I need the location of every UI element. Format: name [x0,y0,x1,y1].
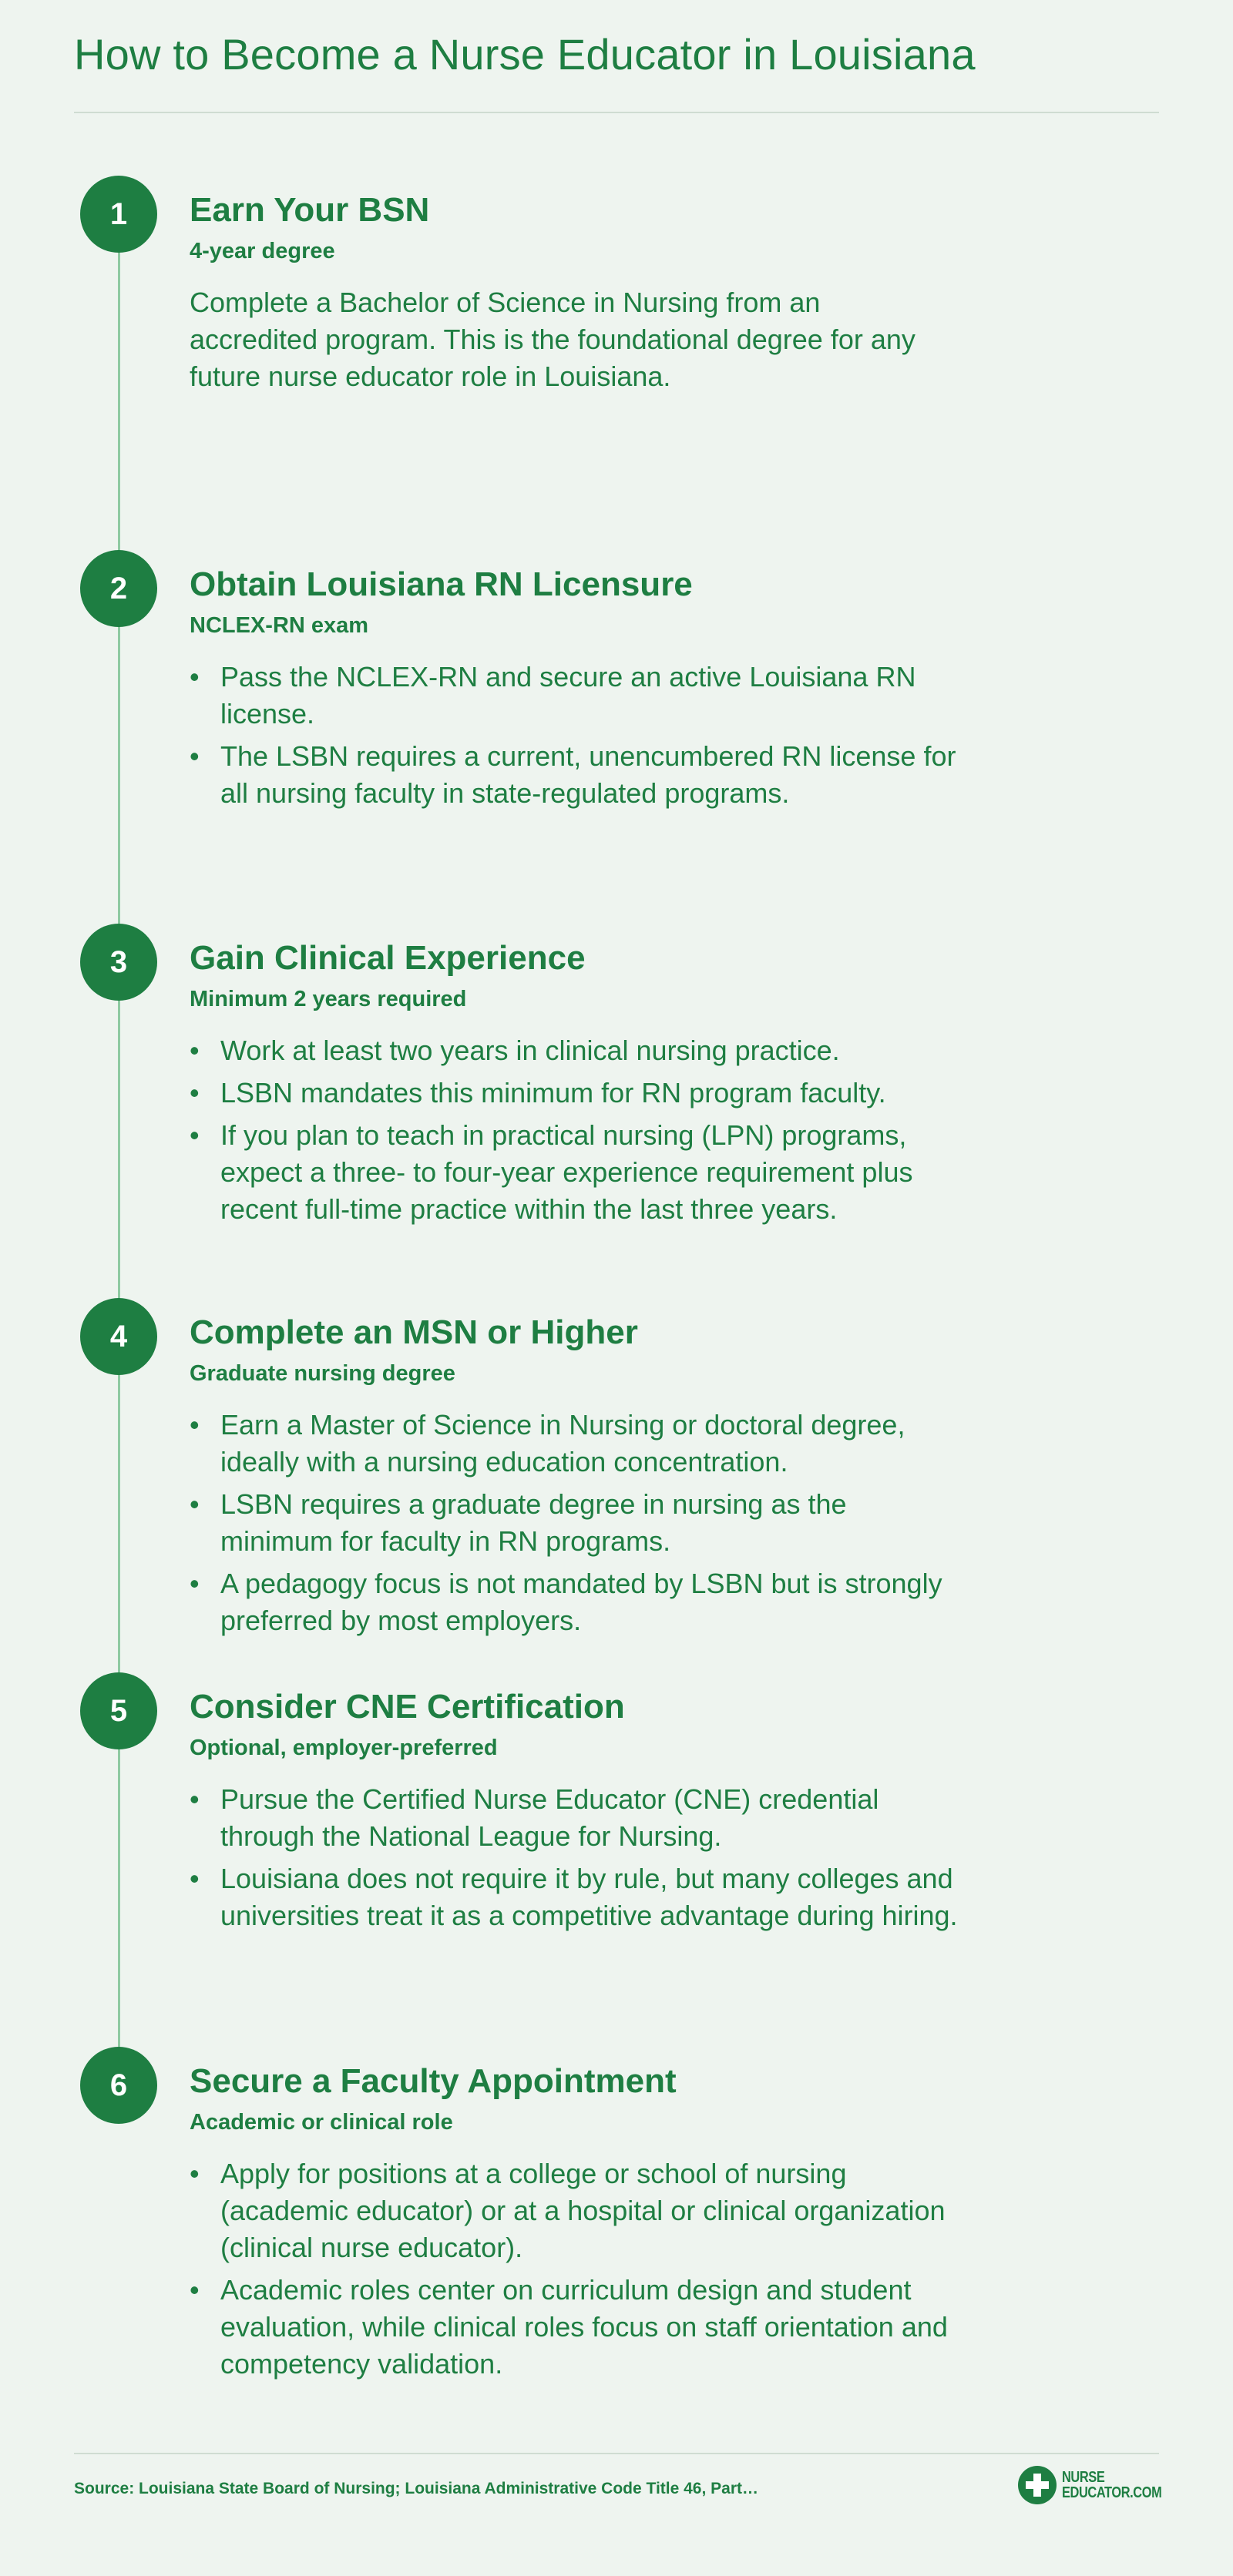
list-item: • Academic roles center on curriculum design and student evaluation, while clinical roles focus on staff orientation and competency validation. [190,2272,960,2383]
step-bullet-list [190,1407,960,1639]
footer-source-citation: Source: Louisiana State Board of Nursing; Louisiana Administrative Code Title 46, Part… [74,2480,758,2497]
step-number-badge: 3 [80,924,157,1001]
step-number-badge: 5 [80,1672,157,1749]
step-number-badge: 2 [80,550,157,627]
footer-divider [74,2453,1159,2454]
step-subtitle: Academic or clinical role [190,2109,453,2135]
brand-logo[interactable] [1017,2465,1184,2505]
step-content [190,1688,968,1940]
step-title: Gain Clinical Experience [190,939,586,977]
brand-wordmark-line-2: EDUCATOR.COM [1062,2484,1162,2501]
step-title: Secure a Faculty Appointment [190,2062,677,2100]
step-content [190,2062,968,2388]
step-bullet-list [190,1032,960,1228]
list-item: • Pass the NCLEX-RN and secure an active Louisiana RN license. [190,659,960,733]
step-bullet-list [190,1781,960,1934]
step-content [190,1313,968,1645]
step-description: Complete a Bachelor of Science in Nursing from an accredited program. This is the foundational degree for any future nurse educator role in Louisiana. [190,287,916,393]
step-subtitle: Optional, employer-preferred [190,1735,498,1760]
step-number-badge: 6 [80,2047,157,2124]
step-content [190,191,968,395]
step-content [190,565,968,817]
step-subtitle: NCLEX-RN exam [190,612,369,638]
list-item: • LSBN mandates this minimum for RN program faculty. [190,1075,960,1112]
step-title: Consider CNE Certification [190,1688,625,1726]
list-item: • Apply for positions at a college or school of nursing (academic educator) or at a hospital or clinical organization (clinical nurse educator). [190,2155,960,2266]
step-content [190,939,968,1233]
step-subtitle: 4-year degree [190,238,335,263]
step-title: Earn Your BSN [190,191,430,229]
list-item: • If you plan to teach in practical nursing (LPN) programs, expect a three- to four-year experience requirement plus recent full-time practice within the last three years. [190,1117,960,1228]
page-title: How to Become a Nurse Educator in Louisiana [74,30,976,79]
brand-wordmark [1062,2470,1161,2501]
step-title: Obtain Louisiana RN Licensure [190,565,693,603]
title-divider [74,112,1159,113]
step-subtitle: Minimum 2 years required [190,986,467,1011]
list-item: • Work at least two years in clinical nursing practice. [190,1032,960,1069]
brand-wordmark-line-1: NURSE [1062,2469,1105,2486]
list-item: • Pursue the Certified Nurse Educator (CNE) credential through the National League for Nursing. [190,1781,960,1855]
list-item: • A pedagogy focus is not mandated by LSBN but is strongly preferred by most employers. [190,1565,960,1639]
step-bullet-list [190,2155,960,2383]
step-number-badge: 1 [80,176,157,253]
timeline-line [118,214,120,2086]
step-subtitle: Graduate nursing degree [190,1360,455,1386]
step-number-badge: 4 [80,1298,157,1375]
list-item: • LSBN requires a graduate degree in nursing as the minimum for faculty in RN programs. [190,1486,960,1560]
list-item: • Earn a Master of Science in Nursing or doctoral degree, ideally with a nursing education concentration. [190,1407,960,1481]
list-item: • Louisiana does not require it by rule, but many colleges and universities treat it as a competitive advantage during hiring. [190,1860,960,1934]
medical-cross-icon [1017,2465,1057,2505]
list-item: • The LSBN requires a current, unencumbered RN license for all nursing faculty in state-regulated programs. [190,738,960,812]
step-title: Complete an MSN or Higher [190,1313,638,1351]
step-bullet-list [190,659,960,812]
